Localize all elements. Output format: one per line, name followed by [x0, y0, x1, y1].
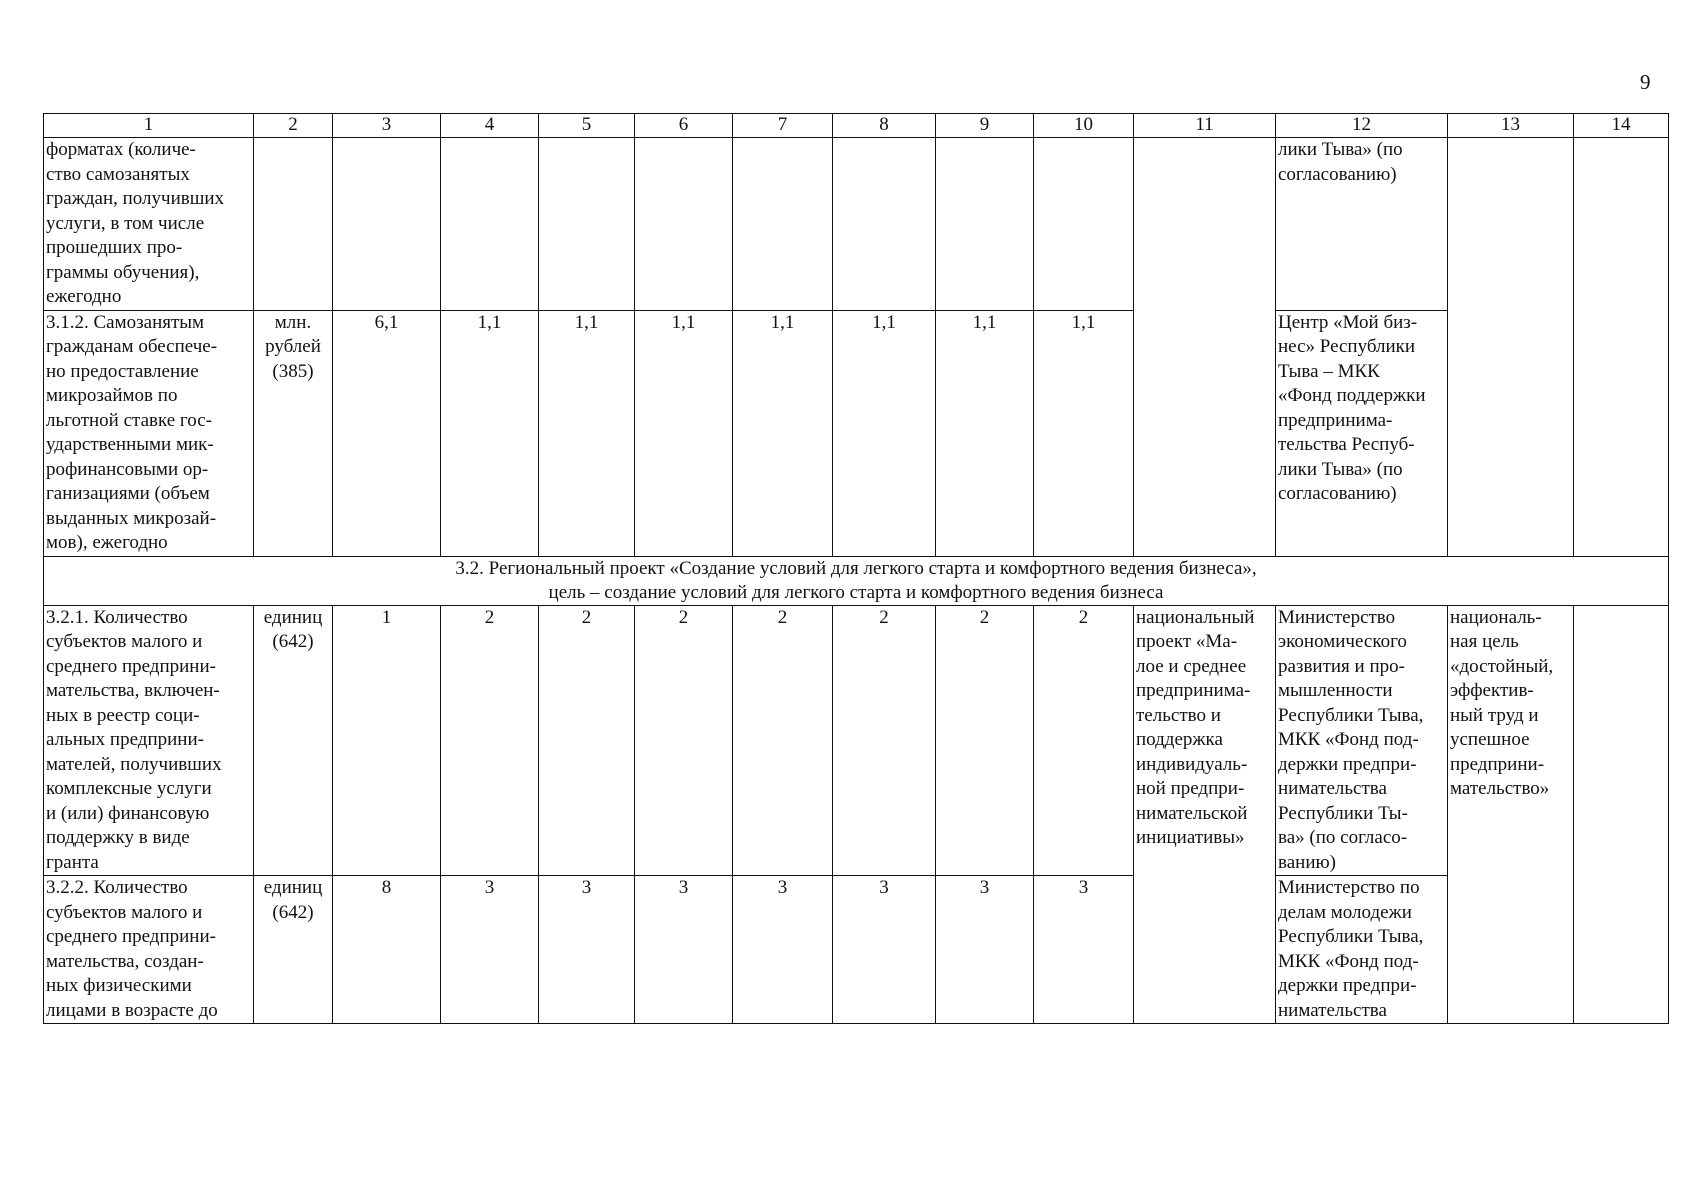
value-cell: 1,1	[635, 310, 733, 556]
value-cell: 1,1	[833, 310, 936, 556]
goal-cell	[1448, 138, 1574, 557]
value-cell: 2	[441, 605, 539, 876]
header-cell: 13	[1448, 114, 1574, 138]
unit-cell	[254, 138, 333, 311]
value-cell: 2	[936, 605, 1034, 876]
value-cell	[733, 138, 833, 311]
page-number: 9	[1640, 70, 1651, 94]
value-cell	[441, 138, 539, 311]
indicator-cell: 3.2.2. Количество субъектов малого и среднего предприни- мательства, создан- ных физическими лицами в возрасте до	[44, 876, 254, 1024]
value-cell	[635, 138, 733, 311]
table-row	[44, 310, 1669, 556]
value-cell: 3	[1034, 876, 1134, 1024]
section-row	[44, 556, 1669, 605]
unit-cell: единиц (642)	[254, 876, 333, 1024]
value-cell: 1	[333, 605, 441, 876]
value-cell: 1,1	[936, 310, 1034, 556]
value-cell: 3	[936, 876, 1034, 1024]
header-cell: 8	[833, 114, 936, 138]
value-cell: 2	[733, 605, 833, 876]
value-cell: 3	[539, 876, 635, 1024]
value-cell	[539, 138, 635, 311]
value-cell: 3	[833, 876, 936, 1024]
header-cell: 6	[635, 114, 733, 138]
unit-cell: единиц (642)	[254, 605, 333, 876]
value-cell: 3	[635, 876, 733, 1024]
header-cell: 2	[254, 114, 333, 138]
header-cell: 10	[1034, 114, 1134, 138]
header-cell: 5	[539, 114, 635, 138]
table-row	[44, 876, 1669, 1024]
value-cell	[833, 138, 936, 311]
value-cell: 1,1	[441, 310, 539, 556]
value-cell: 1,1	[539, 310, 635, 556]
project-cell	[1134, 138, 1276, 557]
responsible-cell: Министерство по делам молодежи Республики Тыва, МКК «Фонд под- держки предпри- нимательства	[1276, 876, 1448, 1024]
section-title-cell	[44, 556, 1669, 605]
responsible-cell: лики Тыва» (по согласованию)	[1276, 138, 1448, 311]
goal-cell: националь- ная цель «достойный, эффектив- ный труд и успешное предприни- мательство»	[1448, 605, 1574, 1024]
value-cell: 3	[441, 876, 539, 1024]
table-row	[44, 138, 1669, 311]
header-cell: 11	[1134, 114, 1276, 138]
value-cell: 6,1	[333, 310, 441, 556]
project-cell: национальный проект «Ма- лое и среднее предпринима- тельство и поддержка индивидуаль- ной предпри- нимательской инициативы»	[1134, 605, 1276, 1024]
indicator-cell: форматах (количе- ство самозанятых граждан, получивших услуги, в том числе прошедших про- граммы обучения), ежегодно	[44, 138, 254, 311]
extra-cell	[1574, 138, 1669, 557]
value-cell	[333, 138, 441, 311]
value-cell: 2	[1034, 605, 1134, 876]
indicator-cell: 3.2.1. Количество субъектов малого и среднего предприни- мательства, включен- ных в реестр соци- альных предприни- мателей, получивших комплексные услуги и (или) финансовую поддержку в виде гранта	[44, 605, 254, 876]
value-cell: 2	[635, 605, 733, 876]
value-cell: 8	[333, 876, 441, 1024]
section-subtitle-line: цель – создание условий для легкого старта и комфортного ведения бизнеса	[548, 581, 1164, 603]
header-cell: 1	[44, 114, 254, 138]
indicator-cell: 3.1.2. Самозанятым гражданам обеспече- но предоставление микрозаймов по льготной ставке гос- ударственными мик- рофинансовыми ор- ганизациями (объем выданных микрозай- мов), ежегодно	[44, 310, 254, 556]
indicators-table	[43, 113, 1669, 1024]
value-cell: 1,1	[733, 310, 833, 556]
value-cell	[936, 138, 1034, 311]
header-cell: 12	[1276, 114, 1448, 138]
responsible-cell: Министерство экономического развития и про- мышленности Республики Тыва, МКК «Фонд под- держки предпри- нимательства Республики Ты- ва» (по согласо- ванию)	[1276, 605, 1448, 876]
extra-cell	[1574, 605, 1669, 1024]
header-cell: 14	[1574, 114, 1669, 138]
header-cell: 4	[441, 114, 539, 138]
value-cell	[1034, 138, 1134, 311]
value-cell: 3	[733, 876, 833, 1024]
header-row	[44, 114, 1669, 138]
header-cell: 9	[936, 114, 1034, 138]
value-cell: 2	[539, 605, 635, 876]
unit-cell: млн. рублей (385)	[254, 310, 333, 556]
section-title-line: 3.2. Региональный проект «Создание условий для легкого старта и комфортного ведения бизнеса»,	[455, 557, 1257, 579]
header-cell: 7	[733, 114, 833, 138]
responsible-cell: Центр «Мой биз- нес» Республики Тыва – МКК «Фонд поддержки предпринима- тельства Респуб- лики Тыва» (по согласованию)	[1276, 310, 1448, 556]
table-row	[44, 605, 1669, 876]
header-cell: 3	[333, 114, 441, 138]
value-cell: 1,1	[1034, 310, 1134, 556]
value-cell: 2	[833, 605, 936, 876]
